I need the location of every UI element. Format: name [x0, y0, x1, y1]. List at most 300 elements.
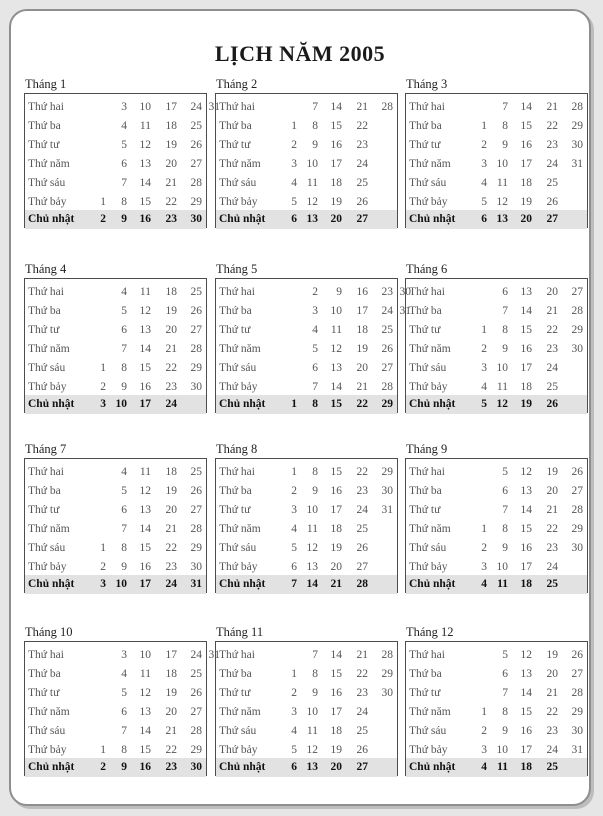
date-cell: 1: [100, 744, 106, 756]
day-name: Chủ nhật: [28, 213, 75, 225]
day-name: Thứ tư: [28, 139, 60, 151]
sunday-row: [406, 395, 587, 414]
sunday-row: [25, 210, 206, 229]
weekday-row: [216, 463, 397, 482]
weekday-row: [216, 684, 397, 703]
date-cell: 27: [356, 561, 368, 573]
date-cell: 11: [139, 466, 151, 478]
day-name: Thứ hai: [28, 286, 64, 298]
day-name: Thứ ba: [219, 485, 252, 497]
day-name: Chủ nhật: [28, 578, 75, 590]
weekday-row: [25, 174, 206, 193]
date-cell: 31: [399, 305, 411, 317]
date-cell: 17: [139, 578, 151, 590]
day-name: Thứ ba: [219, 120, 252, 132]
date-cell: 1: [100, 542, 106, 554]
date-cell: 7: [502, 101, 508, 113]
date-cell: 20: [165, 706, 177, 718]
date-cell: 22: [356, 120, 368, 132]
date-cell: 6: [291, 561, 297, 573]
date-cell: 14: [330, 649, 342, 661]
date-cell: 5: [121, 687, 127, 699]
weekday-row: [406, 665, 587, 684]
date-cell: 23: [165, 381, 177, 393]
date-cell: 21: [165, 523, 177, 535]
day-name: Thứ hai: [409, 466, 445, 478]
date-cell: 21: [546, 687, 558, 699]
date-cell: 29: [381, 668, 393, 680]
day-name: Thứ tư: [28, 324, 60, 336]
date-cell: 15: [520, 324, 532, 336]
month-table: [405, 458, 588, 593]
date-cell: 22: [356, 398, 368, 410]
date-cell: 2: [481, 343, 487, 355]
date-cell: 27: [571, 286, 583, 298]
date-cell: 20: [356, 362, 368, 374]
day-name: Thứ bảy: [409, 744, 448, 756]
weekday-row: [216, 155, 397, 174]
date-cell: 4: [291, 523, 297, 535]
date-cell: 2: [100, 213, 106, 225]
day-name: Thứ sáu: [28, 362, 66, 374]
date-cell: 9: [121, 761, 127, 773]
day-name: Thứ bảy: [28, 196, 67, 208]
calendar-title: LỊCH NĂM 2005: [214, 41, 386, 66]
month-table: [24, 641, 220, 776]
date-cell: 1: [291, 398, 297, 410]
month-block: [215, 261, 411, 413]
date-cell: 18: [330, 177, 342, 189]
day-name: Thứ tư: [219, 324, 251, 336]
date-cell: 8: [502, 324, 508, 336]
day-name: Chủ nhật: [219, 398, 266, 410]
date-cell: 10: [496, 561, 508, 573]
weekday-row: [406, 539, 587, 558]
date-cell: 13: [139, 158, 151, 170]
day-name: Thứ năm: [219, 706, 261, 718]
weekday-row: [216, 703, 397, 722]
date-cell: 16: [520, 542, 532, 554]
date-cell: 30: [399, 286, 411, 298]
day-name: Thứ hai: [409, 101, 445, 113]
day-name: Thứ hai: [409, 649, 445, 661]
date-cell: 9: [312, 485, 318, 497]
date-cell: 4: [121, 120, 127, 132]
date-cell: 16: [139, 761, 151, 773]
date-cell: 20: [330, 761, 342, 773]
day-name: Thứ bảy: [219, 381, 258, 393]
month-block: [405, 624, 588, 776]
date-cell: 12: [520, 649, 532, 661]
weekday-row: [216, 117, 397, 136]
date-cell: 13: [520, 668, 532, 680]
month-block: [24, 76, 220, 228]
date-cell: 16: [139, 381, 151, 393]
weekday-row: [25, 646, 220, 665]
date-cell: 7: [291, 578, 297, 590]
date-cell: 22: [356, 466, 368, 478]
date-cell: 8: [121, 542, 127, 554]
date-cell: 19: [546, 466, 558, 478]
date-cell: 17: [165, 649, 177, 661]
day-name: Thứ hai: [409, 286, 445, 298]
date-cell: 31: [571, 158, 583, 170]
date-cell: 31: [381, 504, 393, 516]
date-cell: 2: [481, 542, 487, 554]
date-cell: 26: [571, 649, 583, 661]
day-name: Thứ bảy: [409, 561, 448, 573]
weekday-row: [216, 98, 397, 117]
date-cell: 18: [330, 725, 342, 737]
date-cell: 5: [291, 744, 297, 756]
date-cell: 4: [121, 466, 127, 478]
day-name: Chủ nhật: [28, 398, 75, 410]
date-cell: 3: [100, 398, 106, 410]
date-cell: 12: [520, 466, 532, 478]
date-cell: 27: [381, 362, 393, 374]
weekday-row: [25, 98, 220, 117]
date-cell: 16: [520, 725, 532, 737]
date-cell: 17: [330, 158, 342, 170]
date-cell: 15: [139, 362, 151, 374]
date-cell: 26: [190, 485, 202, 497]
weekday-row: [216, 283, 411, 302]
date-cell: 14: [520, 305, 532, 317]
date-cell: 20: [520, 213, 532, 225]
date-cell: 23: [381, 286, 393, 298]
date-cell: 13: [520, 286, 532, 298]
date-cell: 7: [502, 305, 508, 317]
month-name: Tháng 1: [25, 77, 67, 91]
date-cell: 15: [520, 523, 532, 535]
date-cell: 9: [121, 381, 127, 393]
date-cell: 15: [330, 668, 342, 680]
date-cell: 24: [190, 101, 202, 113]
date-cell: 23: [546, 139, 558, 151]
weekday-row: [25, 501, 206, 520]
day-name: Thứ tư: [219, 504, 251, 516]
month-table: [24, 93, 220, 228]
date-cell: 20: [330, 213, 342, 225]
date-cell: 21: [356, 101, 368, 113]
date-cell: 14: [139, 523, 151, 535]
date-cell: 19: [356, 343, 368, 355]
date-cell: 23: [546, 725, 558, 737]
day-name: Thứ ba: [28, 668, 61, 680]
date-cell: 19: [520, 196, 532, 208]
date-cell: 6: [502, 485, 508, 497]
date-cell: 21: [330, 578, 342, 590]
date-cell: 24: [356, 706, 368, 718]
weekday-row: [406, 155, 587, 174]
date-cell: 19: [546, 649, 558, 661]
month-name: Tháng 11: [216, 625, 264, 639]
day-name: Thứ năm: [409, 158, 451, 170]
date-cell: 29: [571, 706, 583, 718]
weekday-row: [216, 136, 397, 155]
date-cell: 19: [520, 398, 532, 410]
day-name: Thứ ba: [409, 485, 442, 497]
date-cell: 1: [291, 668, 297, 680]
date-cell: 3: [291, 158, 297, 170]
date-cell: 22: [546, 523, 558, 535]
weekday-row: [216, 539, 397, 558]
date-cell: 19: [330, 542, 342, 554]
date-cell: 7: [502, 687, 508, 699]
sunday-row: [216, 575, 397, 594]
date-cell: 25: [190, 466, 202, 478]
date-cell: 26: [356, 196, 368, 208]
weekday-row: [406, 520, 587, 539]
date-cell: 18: [165, 120, 177, 132]
date-cell: 11: [330, 324, 342, 336]
date-cell: 30: [190, 561, 202, 573]
day-name: Thứ năm: [28, 343, 70, 355]
date-cell: 28: [356, 578, 368, 590]
date-cell: 1: [481, 120, 487, 132]
weekday-row: [216, 520, 397, 539]
sunday-row: [216, 395, 397, 414]
date-cell: 9: [502, 139, 508, 151]
date-cell: 1: [481, 706, 487, 718]
date-cell: 23: [356, 485, 368, 497]
date-cell: 22: [356, 668, 368, 680]
day-name: Chủ nhật: [219, 213, 266, 225]
date-cell: 19: [165, 485, 177, 497]
date-cell: 12: [306, 542, 318, 554]
date-cell: 24: [546, 561, 558, 573]
weekday-row: [406, 501, 587, 520]
date-cell: 31: [208, 649, 220, 661]
date-cell: 13: [496, 213, 508, 225]
date-cell: 16: [520, 343, 532, 355]
date-cell: 25: [190, 120, 202, 132]
date-cell: 22: [546, 120, 558, 132]
month-name: Tháng 10: [25, 625, 73, 639]
date-cell: 17: [520, 744, 532, 756]
date-cell: 18: [165, 668, 177, 680]
month-block: [405, 261, 588, 413]
date-cell: 9: [502, 343, 508, 355]
day-name: Thứ sáu: [219, 725, 257, 737]
date-cell: 9: [336, 286, 342, 298]
date-cell: 17: [520, 158, 532, 170]
date-cell: 2: [100, 381, 106, 393]
day-name: Thứ sáu: [409, 362, 447, 374]
date-cell: 8: [121, 362, 127, 374]
date-cell: 28: [571, 504, 583, 516]
day-name: Thứ tư: [409, 504, 441, 516]
date-cell: 30: [571, 139, 583, 151]
date-cell: 6: [481, 213, 487, 225]
day-name: Thứ tư: [28, 504, 60, 516]
day-name: Thứ tư: [409, 687, 441, 699]
day-name: Thứ hai: [219, 466, 255, 478]
date-cell: 5: [121, 485, 127, 497]
month-table: [215, 93, 398, 228]
date-cell: 29: [190, 196, 202, 208]
day-name: Thứ ba: [409, 668, 442, 680]
day-name: Thứ năm: [28, 523, 70, 535]
date-cell: 18: [520, 578, 532, 590]
day-name: Chủ nhật: [219, 578, 266, 590]
day-name: Thứ sáu: [28, 725, 66, 737]
date-cell: 23: [165, 213, 177, 225]
date-cell: 16: [330, 485, 342, 497]
date-cell: 22: [165, 744, 177, 756]
date-cell: 4: [121, 286, 127, 298]
day-name: Thứ ba: [409, 120, 442, 132]
date-cell: 3: [481, 158, 487, 170]
date-cell: 6: [502, 668, 508, 680]
date-cell: 29: [381, 398, 393, 410]
date-cell: 18: [520, 381, 532, 393]
month-block: [215, 441, 398, 593]
date-cell: 20: [165, 324, 177, 336]
date-cell: 20: [165, 504, 177, 516]
date-cell: 24: [190, 649, 202, 661]
weekday-row: [406, 463, 587, 482]
date-cell: 5: [481, 196, 487, 208]
date-cell: 19: [330, 196, 342, 208]
day-name: Chủ nhật: [409, 578, 456, 590]
date-cell: 3: [481, 744, 487, 756]
month-name: Tháng 3: [406, 77, 448, 91]
date-cell: 2: [100, 561, 106, 573]
date-cell: 26: [190, 139, 202, 151]
day-name: Thứ năm: [219, 523, 261, 535]
date-cell: 5: [502, 466, 508, 478]
date-cell: 21: [165, 177, 177, 189]
date-cell: 15: [330, 466, 342, 478]
date-cell: 13: [330, 362, 342, 374]
month-table: [215, 458, 398, 593]
date-cell: 17: [330, 706, 342, 718]
date-cell: 25: [356, 725, 368, 737]
date-cell: 6: [121, 504, 127, 516]
month-name: Tháng 12: [406, 625, 454, 639]
day-name: Thứ ba: [28, 305, 61, 317]
date-cell: 6: [121, 324, 127, 336]
day-name: Thứ năm: [28, 706, 70, 718]
sunday-row: [406, 575, 587, 594]
date-cell: 8: [312, 120, 318, 132]
date-cell: 7: [121, 725, 127, 737]
day-name: Thứ sáu: [219, 542, 257, 554]
weekday-row: [406, 482, 587, 501]
date-cell: 1: [481, 324, 487, 336]
date-cell: 28: [571, 101, 583, 113]
weekday-row: [406, 340, 587, 359]
date-cell: 19: [165, 305, 177, 317]
date-cell: 27: [571, 668, 583, 680]
date-cell: 13: [306, 761, 318, 773]
weekday-row: [25, 684, 206, 703]
day-name: Thứ tư: [409, 139, 441, 151]
date-cell: 7: [121, 177, 127, 189]
date-cell: 14: [139, 177, 151, 189]
date-cell: 8: [121, 196, 127, 208]
date-cell: 29: [381, 466, 393, 478]
date-cell: 8: [312, 398, 318, 410]
date-cell: 19: [165, 687, 177, 699]
date-cell: 4: [481, 381, 487, 393]
date-cell: 16: [139, 213, 151, 225]
date-cell: 6: [291, 761, 297, 773]
date-cell: 17: [520, 561, 532, 573]
date-cell: 16: [520, 139, 532, 151]
sunday-row: [216, 758, 397, 777]
date-cell: 7: [121, 523, 127, 535]
date-cell: 3: [291, 504, 297, 516]
date-cell: 11: [496, 177, 508, 189]
date-cell: 5: [502, 649, 508, 661]
date-cell: 10: [496, 744, 508, 756]
date-cell: 14: [330, 381, 342, 393]
weekday-row: [25, 665, 206, 684]
day-name: Thứ năm: [409, 343, 451, 355]
weekday-row: [406, 321, 587, 340]
day-name: Thứ ba: [219, 668, 252, 680]
weekday-row: [406, 703, 587, 722]
day-name: Thứ hai: [219, 649, 255, 661]
date-cell: 30: [190, 761, 202, 773]
month-table: [24, 278, 207, 413]
sunday-row: [406, 210, 587, 229]
date-cell: 14: [520, 687, 532, 699]
day-name: Thứ bảy: [409, 196, 448, 208]
date-cell: 3: [481, 561, 487, 573]
weekday-row: [25, 722, 206, 741]
date-cell: 2: [291, 139, 297, 151]
date-cell: 30: [190, 381, 202, 393]
date-cell: 28: [571, 305, 583, 317]
date-cell: 2: [100, 761, 106, 773]
date-cell: 12: [330, 343, 342, 355]
date-cell: 10: [496, 362, 508, 374]
date-cell: 25: [356, 523, 368, 535]
date-cell: 25: [190, 668, 202, 680]
day-name: Thứ năm: [409, 706, 451, 718]
day-name: Thứ bảy: [28, 561, 67, 573]
date-cell: 10: [139, 649, 151, 661]
weekday-row: [25, 703, 206, 722]
date-cell: 12: [139, 139, 151, 151]
date-cell: 18: [165, 466, 177, 478]
day-name: Thứ hai: [28, 466, 64, 478]
date-cell: 26: [381, 343, 393, 355]
date-cell: 19: [165, 139, 177, 151]
sunday-row: [25, 395, 206, 414]
date-cell: 20: [330, 561, 342, 573]
month-table: [215, 278, 411, 413]
date-cell: 9: [121, 561, 127, 573]
date-cell: 16: [356, 286, 368, 298]
weekday-row: [216, 174, 397, 193]
date-cell: 1: [291, 466, 297, 478]
date-cell: 6: [121, 706, 127, 718]
date-cell: 26: [356, 542, 368, 554]
sunday-row: [406, 758, 587, 777]
date-cell: 10: [306, 706, 318, 718]
date-cell: 14: [520, 101, 532, 113]
date-cell: 7: [312, 649, 318, 661]
date-cell: 25: [356, 177, 368, 189]
date-cell: 16: [330, 687, 342, 699]
date-cell: 12: [139, 687, 151, 699]
date-cell: 29: [190, 362, 202, 374]
date-cell: 29: [190, 744, 202, 756]
